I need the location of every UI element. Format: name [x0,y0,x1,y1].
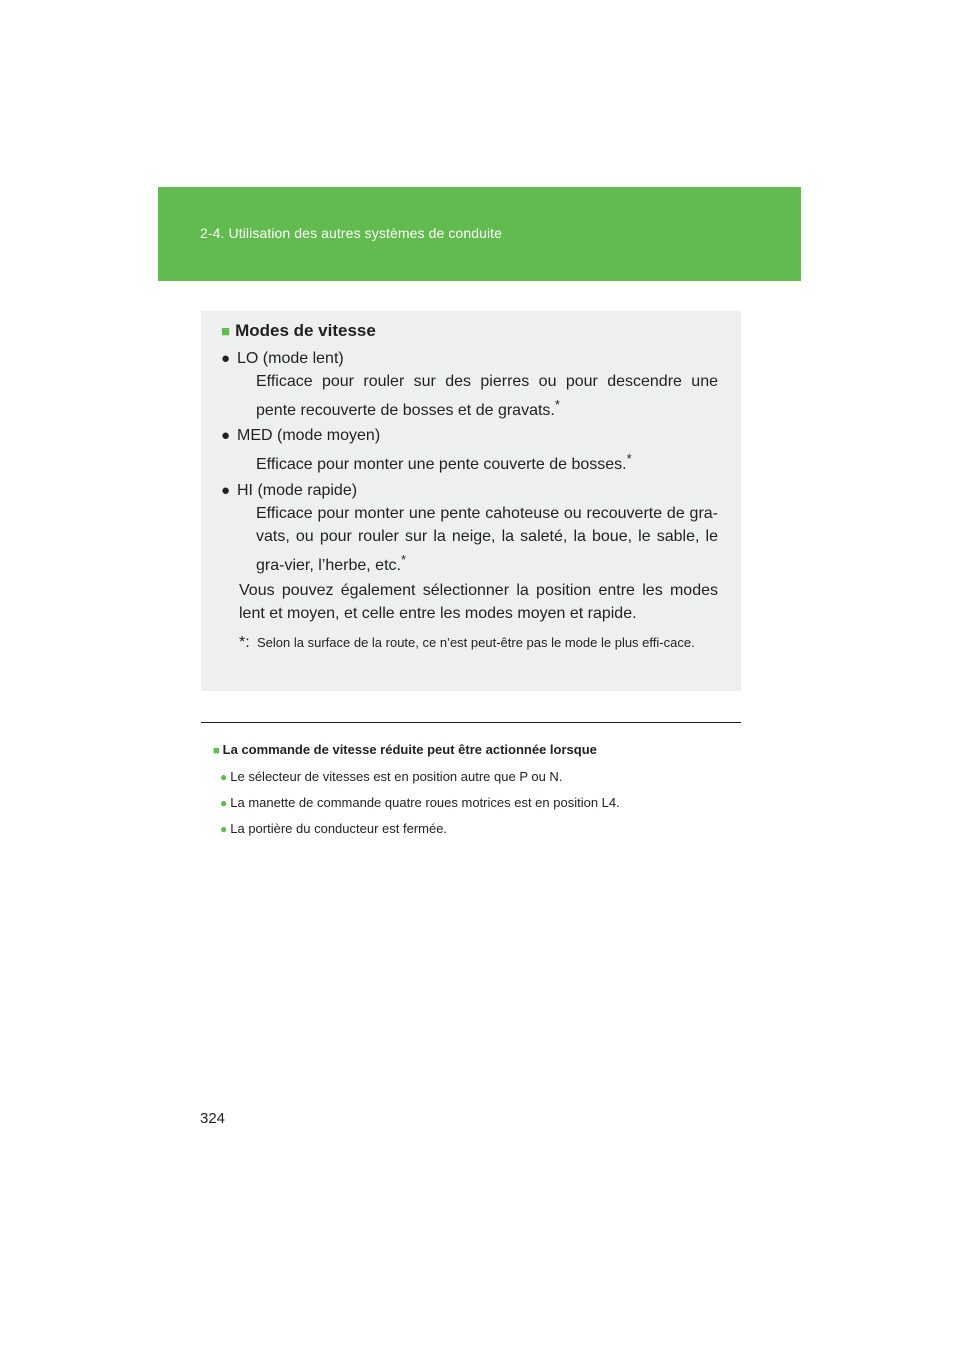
bullet-icon: ● [221,427,231,444]
mode-title: LO (mode lent) [237,350,344,367]
mode-item-med [221,424,718,476]
page-number: 324 [200,1110,226,1127]
footnote [239,633,718,653]
mode-description: Efficace pour rouler sur des pierres ou pour descendre une pente recouverte de bosses et de gravats. [256,373,718,419]
bullet-icon: ● [221,482,231,499]
mode-title: HI (mode rapide) [237,482,358,499]
square-bullet-icon: ■ [213,745,220,757]
box-heading [221,321,376,341]
square-bullet-icon: ■ [221,323,231,340]
list-item-text: La manette de commande quatre roues motrices est en position L4. [230,795,620,810]
notes-heading [213,742,597,757]
footnote-mark: *: [239,634,250,651]
list-item [220,769,562,784]
divider [201,722,741,723]
section-header [158,187,801,281]
bullet-icon: ● [220,796,228,810]
box-paragraph: Vous pouvez également sélectionner la position entre les modes lent et moyen, et celle entre les modes moyen et rapide. [239,582,718,622]
bullet-icon: ● [220,822,228,836]
notes-heading-text: La commande de vitesse réduite peut être actionnée lorsque [222,742,597,757]
list-item-text: Le sélecteur de vitesses est en position autre que P ou N. [230,769,563,784]
footnote-star: * [554,397,560,412]
section-title: 2-4. Utilisation des autres systèmes de conduite [200,225,503,241]
mode-item-hi [221,479,718,577]
footnote-star: * [400,552,407,567]
mode-item-lo [221,347,718,422]
info-box [201,311,741,691]
mode-description: Efficace pour monter une pente cahoteuse ou recouverte de gra-vats, ou pour rouler sur la neige, la saleté, la boue, le sable, le gra-vier, l’herbe, etc. [256,505,718,574]
list-item-text: La portière du conducteur est fermée. [230,821,448,836]
bullet-icon: ● [221,350,231,367]
footnote-text: Selon la surface de la route, ce n’est peut-être pas le mode le plus effi-cace. [257,635,695,650]
footnote-star: * [626,451,632,466]
list-item [220,795,620,810]
mode-title: MED (mode moyen) [237,427,381,444]
box-heading-text: Modes de vitesse [235,321,376,340]
mode-description: Efficace pour monter une pente couverte de bosses. [256,456,627,473]
bullet-icon: ● [220,770,228,784]
list-item [220,821,447,836]
